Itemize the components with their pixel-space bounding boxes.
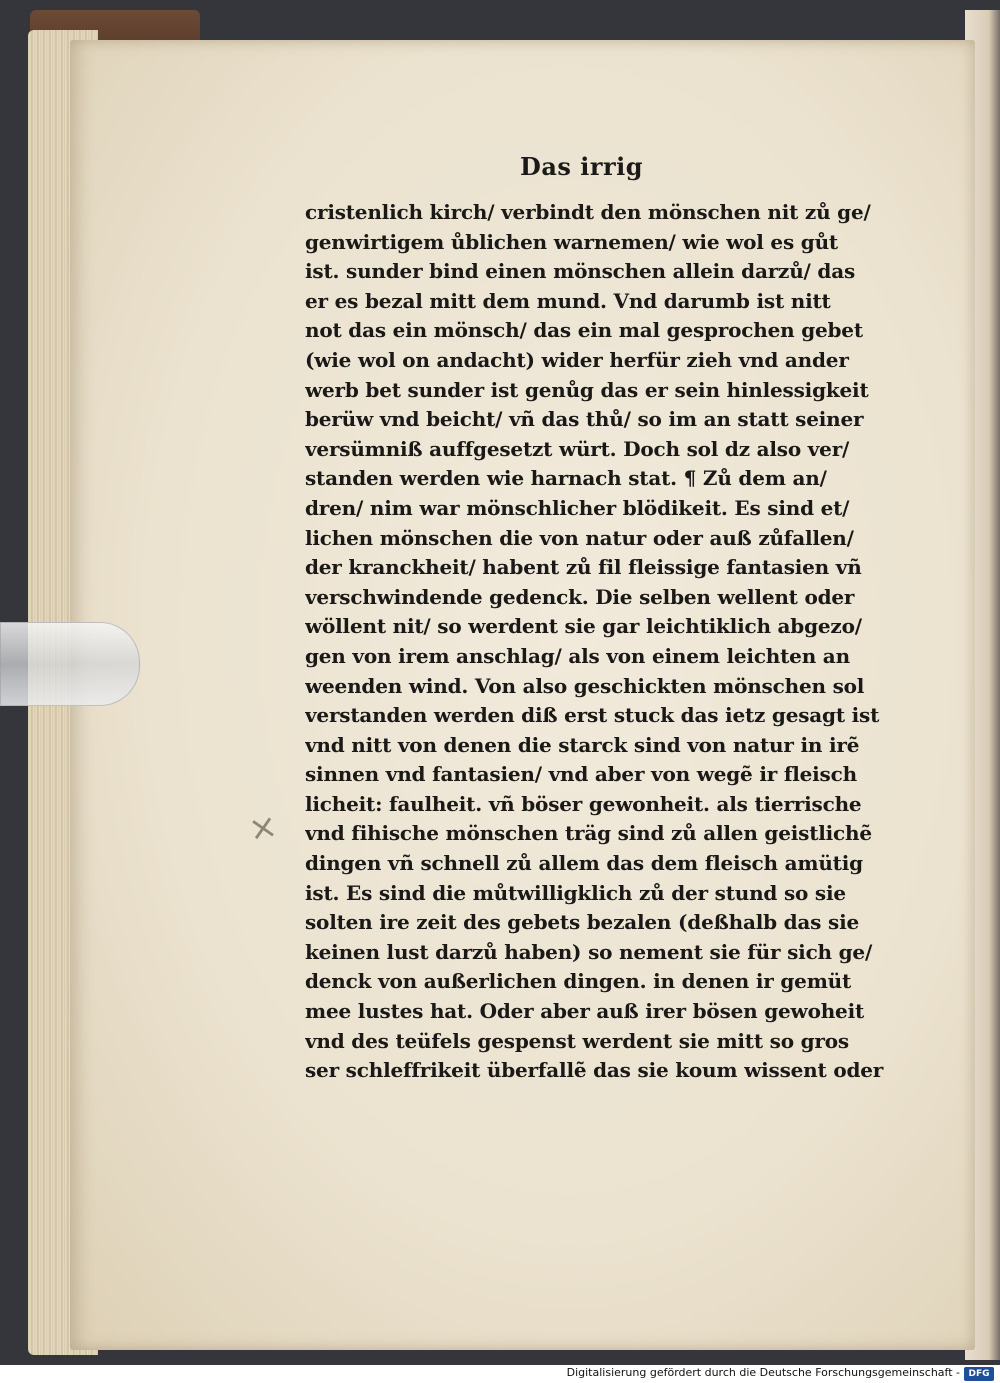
text-line: vnd des teüfels gespenst werdent sie mitt so gros [305, 1028, 849, 1053]
text-line: weenden wind. Von also geschickten mönschen sol [305, 673, 865, 698]
text-line: lichen mönschen die von natur oder auß zůfallen/ [305, 525, 854, 550]
text-line: verschwindende gedenck. Die selben wellent oder [305, 584, 855, 609]
text-line: gen von irem anschlag/ als von einem leichten an [305, 643, 850, 668]
text-line: ist. sunder bind einen mönschen allein darzů/ das [305, 259, 856, 284]
text-line: ist. Es sind die můtwilligklich zů der stund so sie [305, 880, 846, 905]
text-line: denck von außerlichen dingen. in denen ir gemüt [305, 969, 852, 994]
funding-credit: Digitalisierung gefördert durch die Deutsche Forschungsgemeinschaft - [566, 1366, 960, 1379]
text-line: solten ire zeit des gebets bezalen (deßhalb das sie [305, 910, 859, 935]
text-line: mee lustes hat. Oder aber auß irer bösen gewoheit [305, 999, 865, 1024]
text-line: werb bet sunder ist genůg das er sein hinlessigkeit [305, 377, 869, 402]
text-line: keinen lust darzů haben) so nement sie für sich ge/ [305, 939, 873, 964]
text-line: dren/ nim war mönschlicher blödikeit. Es sind et/ [305, 495, 850, 520]
text-line: cristenlich kirch/ verbindt den mönschen nit zů ge/ [305, 200, 871, 224]
text-line: not das ein mönsch/ das ein mal gesprochen gebet [305, 318, 863, 343]
text-line: wöllent nit/ so werdent sie gar leichtiklich abgezo/ [305, 614, 862, 639]
page-holder-clip [0, 622, 140, 706]
text-line: ser schleffrikeit überfallẽ das sie koum wissent oder [305, 1058, 884, 1083]
text-line: standen werden wie harnach stat. ¶ Zů dem an/ [305, 466, 827, 491]
text-line: versümniß auffgesetzt würt. Doch sol dz also ver/ [305, 436, 850, 461]
text-line: dingen vñ schnell zů allem das dem fleisch amütig [305, 851, 863, 876]
running-head: Das irrig [520, 152, 644, 181]
text-line: licheit: faulheit. vñ böser gewonheit. als tierrische [305, 791, 862, 816]
text-line: vnd nitt von denen die starck sind von natur in irẽ [305, 732, 860, 757]
text-line: genwirtigem ůblichen warnemen/ wie wol es gůt [305, 229, 838, 254]
text-line: berüw vnd beicht/ vñ das thů/ so im an statt seiner [305, 407, 864, 432]
body-text-block [305, 198, 885, 1088]
digitization-footer [0, 1365, 1000, 1383]
dfg-logo: DFG [964, 1367, 994, 1381]
text-line: (wie wol on andacht) wider herfür zieh vnd ander [305, 347, 849, 372]
text-line: der kranckheit/ habent zů fil fleissige fantasien vñ [305, 555, 862, 580]
text-line: vnd fihische mönschen träg sind zů allen geistlichẽ [305, 821, 872, 846]
text-line: sinnen vnd fantasien/ vnd aber von wegẽ ir fleisch [305, 762, 857, 787]
text-line: verstanden werden diß erst stuck das ietz gesagt ist [305, 703, 880, 728]
pencil-mark: × [245, 805, 281, 851]
text-line: er es bezal mitt dem mund. Vnd darumb ist nitt [305, 288, 831, 313]
